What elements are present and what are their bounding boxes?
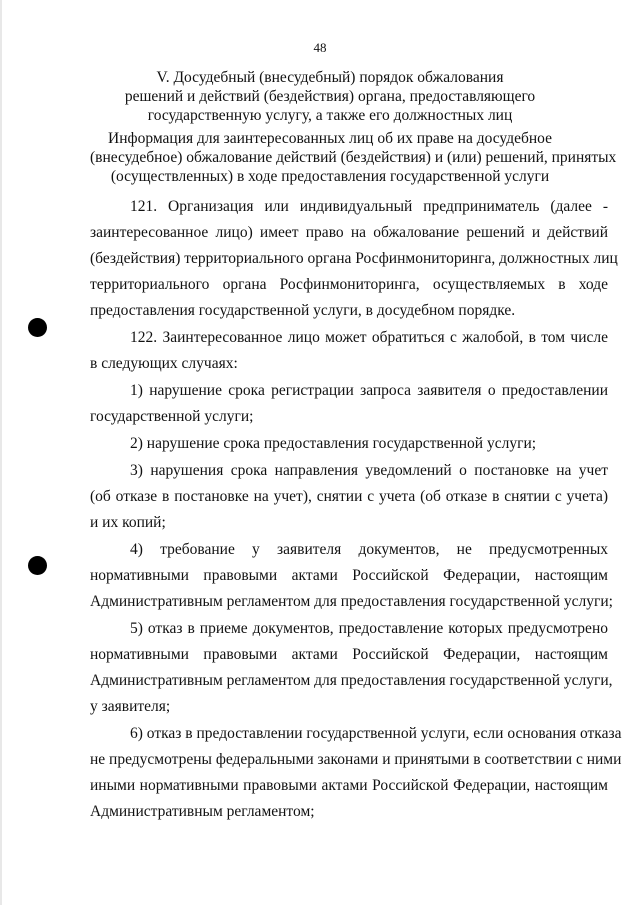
subheading-line: Информация для заинтересованных лиц об их праве на досудебное: [108, 130, 552, 147]
paragraph-122-line: 122. Заинтересованное лицо может обратиться с жалобой, в том числе: [130, 329, 608, 346]
list-item-6-line: иными нормативными правовыми актами Российской Федерации, настоящим: [90, 777, 608, 794]
section-heading-line: государственную услугу, а также его должностных лиц: [147, 107, 513, 124]
page-number: 48: [313, 40, 327, 55]
subheading: [90, 129, 617, 186]
list-item-4-line: нормативными правовыми актами Российской Федерации, настоящим: [90, 567, 608, 584]
list-item-4-line: 4) требование у заявителя документов, не предусмотренных: [130, 541, 608, 558]
subheading-line: (осуществленных) в ходе предоставления государственной услуги: [110, 168, 550, 185]
page-edge: [0, 0, 2, 905]
paragraph-122-line: в следующих случаях:: [90, 355, 238, 372]
binder-hole-bottom: [28, 556, 47, 575]
list-item-6-line: не предусмотрены федеральными законами и принятыми в соответствии с ними: [90, 751, 622, 768]
paragraph-121-line: территориального органа Росфинмониторинга, осуществляемых в ходе: [90, 276, 608, 293]
list-item-1-line: 1) нарушение срока регистрации запроса заявителя о предоставлении: [130, 382, 608, 399]
list-item-4-line: Административным регламентом для предоставления государственной услуги;: [90, 593, 613, 610]
list-item-5-line: Административным регламентом для предоставления государственной услуги,: [90, 672, 613, 689]
list-item-5-line: у заявителя;: [90, 698, 171, 715]
list-item-1-line: государственной услуги;: [90, 408, 254, 425]
section-heading-line: V. Досудебный (внесудебный) порядок обжалования: [156, 69, 504, 86]
paragraph-121-line: предоставления государственной услуги, в досудебном порядке.: [90, 302, 516, 319]
binder-hole-top: [28, 318, 47, 337]
list-item-5-line: нормативными правовыми актами Российской Федерации, настоящим: [90, 646, 608, 663]
subheading-line: (внесудебное) обжалование действий (бездействия) и (или) решений, принятых: [90, 149, 617, 166]
list-item-3-line: 3) нарушения срока направления уведомлений о постановке на учет: [130, 462, 608, 479]
list-item-3-line: (об отказе в постановке на учет), снятии с учета (об отказе в снятии с учета): [90, 488, 608, 505]
list-item-5-line: 5) отказ в приеме документов, предоставление которых предусмотрено: [130, 620, 608, 637]
list-item-3-line: и их копий;: [90, 514, 166, 531]
list-item-2-line: 2) нарушение срока предоставления государственной услуги;: [130, 435, 537, 452]
list-item-6-line: 6) отказ в предоставлении государственной услуги, если основания отказа: [130, 725, 622, 742]
section-heading-line: решений и действий (бездействия) органа, предоставляющего: [124, 88, 536, 105]
paragraph-121-line: 121. Организация или индивидуальный предприниматель (далее -: [130, 198, 608, 215]
paragraph-121-line: (бездействия) территориального органа Росфинмониторинга, должностных лиц: [90, 250, 618, 267]
paragraph-121-line: заинтересованное лицо) имеет право на обжалование решений и действий: [90, 224, 608, 241]
list-item-6-line: Административным регламентом;: [90, 803, 315, 820]
section-heading: [90, 68, 570, 125]
